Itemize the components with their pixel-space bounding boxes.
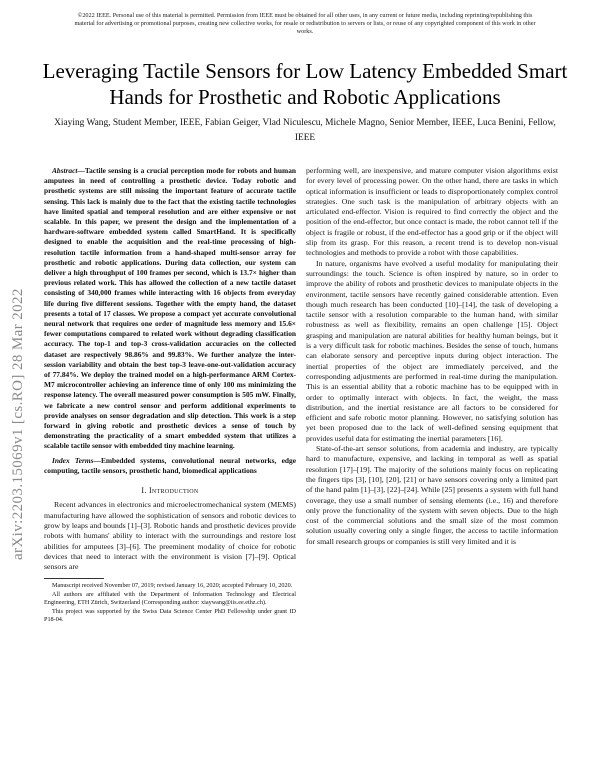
index-terms	[44, 456, 296, 476]
author-list: Xiaying Wang, Student Member, IEEE, Fabian Geiger, Vlad Niculescu, Michele Magno, Senior Member, IEEE, Luca Benini, Fellow, IEEE	[54, 118, 556, 143]
section-heading-introduction: I. Introduction	[141, 486, 199, 496]
arxiv-identifier: arXiv:2203.15069v1 [cs.RO] 28 Mar 2022	[10, 288, 26, 560]
abstract-label: Abstract—	[52, 166, 85, 175]
footnote-manuscript: Manuscript received November 07, 2019; revised January 16, 2020; accepted February 10, 2020.	[52, 582, 293, 590]
body-paragraph: In nature, organisms have evolved a useful modality for manipulating their surroundings: the touch. Science is often inspired by nature, so in order to improve the ability of robots and prosthetic devices to manipulate objects in the environment, tactile sensors have recently gained considerable attention. Even though much research has been conducted [10]–[14], the task of developing a tactile sensor with a resolution comparable to the human hand, with similar robustness as well as flexibility, remains an open challenge [15]. Object grasping and manipulation are natural abilities for healthy human beings, but it is a very difficult task for robotic machines. Besides the sense of touch, humans can elaborate sensory and perceptive inputs during object interaction. The inertial properties of the object are immediately perceived, and the corresponding adjustments are performed in real-time during the manipulation. This is an essential ability that a robotic machine has to be equipped with in order to optimally interact with objects. In fact, the weight, the mass distribution, and the inertial resistance are all factors to be considered for efficient and safe robotic motor planning. However, no satisfying solution has yet been proposed due to the lack of well-defined sensing equipment that provides useful data for estimating the inertial parameters [16].	[306, 258, 558, 443]
footnote-divider	[44, 578, 104, 579]
copyright-notice: ©2022 IEEE. Personal use of this material is permitted. Permission from IEEE must be obtained for all other uses, in any current or future media, including reprinting/republishing this material for advertising or promotional purposes, creating new collective works, for resale or redistribution to servers or lists, or reuse of any copyrighted component of this work in other works.	[74, 12, 536, 35]
intro-paragraph: Recent advances in electronics and microelectromechanical system (MEMS) manufacturing have allowed the sophistication of sensors and robotic devices to grow by leaps and bounds [1]–[3]. Robotic hands and prosthetic devices provide robots with humans' ability to interact with the surroundings and restore lost abilities for amputees [3]–[6]. The preeminent modality of choice for robotic devices that need to interact with the environment is vision [7]–[9]. Optical sensors are	[44, 500, 296, 572]
index-terms-text: Embedded systems, convolutional neural networks, edge computing, tactile sensors, prosthetic hand, biomedical applications	[44, 455, 297, 475]
paper-title: Leveraging Tactile Sensors for Low Latency Embedded Smart Hands for Prosthetic and Robotic Applications	[42, 59, 568, 109]
index-terms-label: Index Terms—	[52, 455, 101, 465]
abstract-text: Tactile sensing is a crucial perception mode for robots and human amputees in need of controlling a prosthetic device. Today robotic and prosthetic systems are still missing the important feature of accurate tactile sensing. This lack is mainly due to the fact that the existing tactile technologies have limited spatial and temporal resolution and are either expensive or not scalable. In this paper, we present the design and the implementation of a hardware-software embedded system called SmartHand. It is specifically designed to enable the acquisition and the real-time processing of high-resolution tactile information from a hand-shaped multi-sensor array for prosthetic and robotic applications. During data collection, our system can deliver a high throughput of 100 frames per second, which is 13.7× higher than previous related work. This has allowed the collection of a new tactile dataset consisting of 340,000 frames while interacting with 16 objects from everyday life during five different sessions. Together with the empty hand, the dataset presents a total of 17 classes. We propose a compact yet accurate convolutional neural network that requires one order of magnitude less memory and 15.6× fewer computations compared to related work without degrading classification accuracy. The top-1 and top-3 cross-validation accuracies on the collected dataset are respectively 98.86% and 99.83%. We further analyze the inter-session variability and obtain the best top-3 leave-one-out-validation accuracy of 77.84%. We deploy the trained model on a high-performance ARM Cortex-M7 microcontroller achieving an inference time of only 100 ms minimizing the response latency. The overall measured power consumption is 505 mW. Finally, we fabricate a new control sensor and perform additional experiments to provide analyses on sensor degradation and slip detection. This work is a step forward in giving robotic and prosthetic devices a sense of touch by demonstrating the practicality of a smart embedded system that utilizes a scalable tactile sensor with embedded tiny machine learning.	[44, 166, 296, 451]
body-paragraph: performing well, are inexpensive, and mature computer vision algorithms exist for every level of processing power. On the other hand, there are tasks in which optical information is insufficient or leads to disproportionately complex control strategies. One such task is the manipulation of arbitrary objects with an articulated end-effector. Vision is required to find correctly the object and the position of the end-effector, but once contact is made, the robot cannot tell if the object is fragile or robust, if the end-effector has a good grip or if the object will slip from its grasp. For this reason, a recent trend is to develop non-visual technologies and methods to provide a robot with those capabilities.	[306, 166, 558, 258]
right-column	[306, 166, 558, 547]
footnote-affiliation: All authors are affiliated with the Department of Information Technology and Electrical Engineering, ETH Zürich, Switzerland (Corresponding author: xiaywang@iis.ee.ethz.ch).	[44, 591, 296, 607]
left-column	[44, 166, 296, 625]
body-paragraph: State-of-the-art sensor solutions, from academia and industry, are typically hard to manufacture, expensive, and lacking in temporal as well as spatial resolution [17]–[19]. The majority of the solutions mainly focus on replicating the fingers tips [3], [10], [20], [21] or have sensors covering only a limited part of the hand palm [1]–[3], [22]–[24]. While [25] presents a system with full hand coverage, they use a small number of sensing elements (i.e., 16) and therefore only prove the functionality of the system with seven objects. Due to the high cost of the commercial solutions and the small size of the most common solution usually covering only a single finger, the access to tactile information for small research groups or companies is still very limited and it is	[306, 444, 558, 546]
abstract	[44, 166, 296, 452]
footnote-funding: This project was supported by the Swiss Data Science Center PhD Fellowship under grant ID P18-04.	[44, 608, 296, 624]
